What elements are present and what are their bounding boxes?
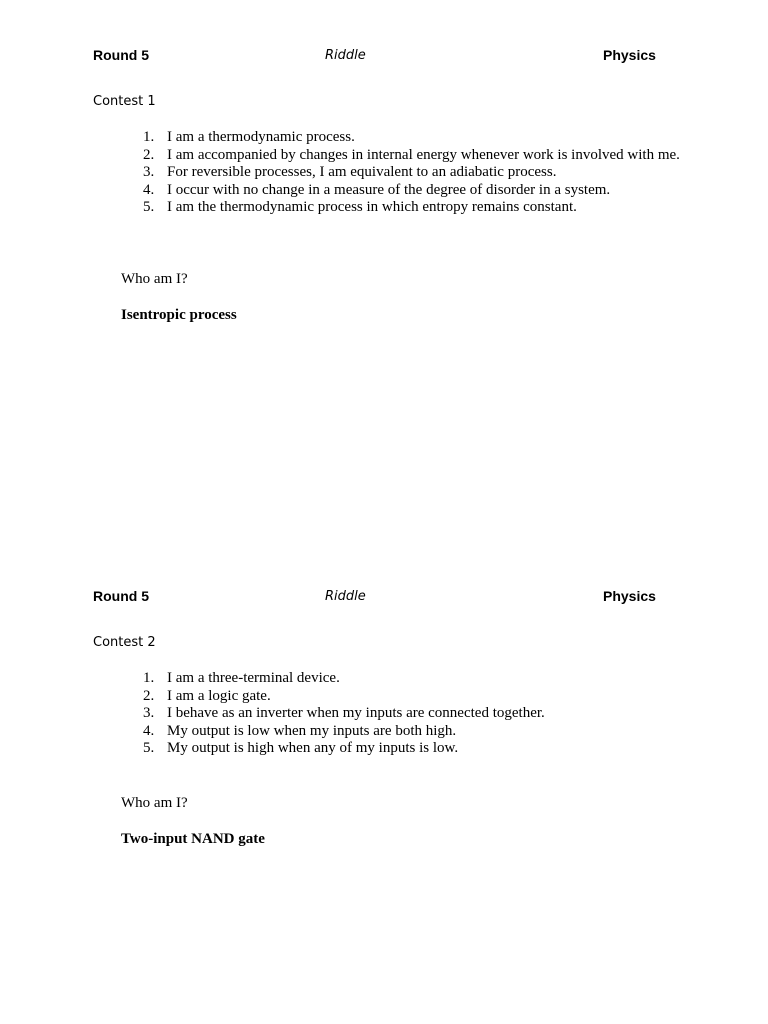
type-label: Riddle [325, 48, 366, 63]
clue-item [121, 740, 681, 758]
clue-item [121, 688, 681, 706]
clue-item [121, 182, 681, 200]
clue-number: 3. [143, 705, 155, 722]
subject-label: Physics [603, 47, 656, 63]
clue-item [121, 199, 681, 217]
clue-text: I am a thermodynamic process. [167, 129, 355, 145]
clue-number: 2. [143, 687, 155, 704]
clue-number: 2. [143, 146, 155, 163]
clue-item [121, 147, 681, 165]
question-text: Who am I? [121, 795, 188, 811]
clue-text: I am accompanied by changes in internal energy whenever work is involved with me. [167, 146, 680, 163]
clue-item [121, 129, 681, 147]
clue-item [121, 670, 681, 688]
clue-text: I behave as an inverter when my inputs are connected together. [167, 705, 545, 722]
clue-text: I occur with no change in a measure of the degree of disorder in a system. [167, 181, 611, 198]
clue-item [121, 705, 681, 723]
clue-list [121, 670, 681, 758]
page-header [0, 47, 768, 67]
answer-text: Two-input NAND gate [121, 831, 265, 847]
clue-number: 1. [143, 129, 155, 145]
clue-text: My output is low when my inputs are both high. [167, 722, 457, 739]
round-label: Round 5 [93, 588, 149, 604]
contest-label: Contest 1 [93, 94, 156, 109]
clue-text: I am the thermodynamic process in which entropy remains constant. [167, 199, 577, 216]
clue-item [121, 164, 681, 182]
clue-number: 3. [143, 164, 155, 181]
subject-label: Physics [603, 588, 656, 604]
clue-number: 4. [143, 722, 155, 739]
clue-text: I am a logic gate. [167, 687, 271, 704]
type-label: Riddle [325, 589, 366, 604]
answer-text: Isentropic process [121, 307, 237, 323]
clue-number: 1. [143, 670, 155, 686]
clue-number: 5. [143, 199, 155, 216]
contest-label: Contest 2 [93, 635, 156, 650]
question-text: Who am I? [121, 271, 188, 287]
clue-number: 4. [143, 181, 155, 198]
clue-number: 5. [143, 740, 155, 757]
clue-text: I am a three-terminal device. [167, 670, 340, 686]
page-header [0, 588, 768, 608]
clue-text: For reversible processes, I am equivalent to an adiabatic process. [167, 164, 557, 181]
clue-text: My output is high when any of my inputs is low. [167, 740, 459, 757]
round-label: Round 5 [93, 47, 149, 63]
clue-item [121, 723, 681, 741]
clue-list [121, 129, 681, 217]
